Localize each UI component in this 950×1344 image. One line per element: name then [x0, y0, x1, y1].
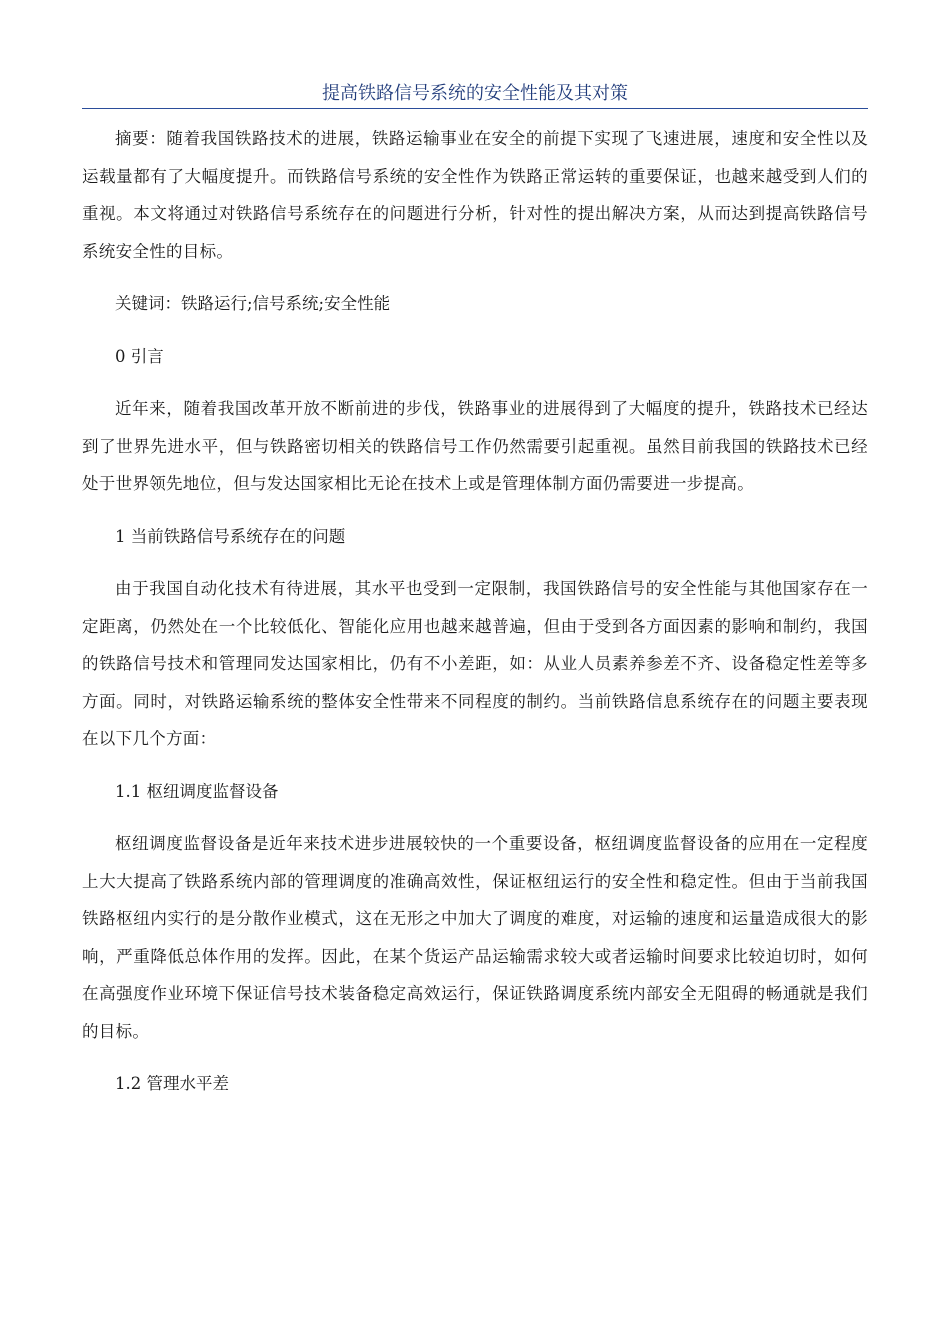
dispatch-equipment-paragraph: 枢纽调度监督设备是近年来技术进步进展较快的一个重要设备，枢纽调度监督设备的应用在一定程度上大大提高了铁路系统内部的管理调度的准确高效性，保证枢纽运行的安全性和稳定性。但由于当前我国铁路枢纽内实行的是分散作业模式，这在无形之中加大了调度的难度，对运输的速度和运量造成很大的影响，严重降低总体作用的发挥。因此，在某个货运产品运输需求较大或者运输时间要求比较迫切时，如何在高强度作业环境下保证信号技术装备稳定高效运行，保证铁路调度系统内部安全无阻碍的畅通就是我们的目标。	[82, 834, 868, 1041]
abstract-paragraph: 摘要：随着我国铁路技术的进展，铁路运输事业在安全的前提下实现了飞速进展，速度和安全性以及运载量都有了大幅度提升。而铁路信号系统的安全性作为铁路正常运转的重要保证，也越来越受到人们的重视。本文将通过对铁路信号系统存在的问题进行分析，针对性的提出解决方案，从而达到提高铁路信号系统安全性的目标。	[82, 129, 868, 261]
document-title: 提高铁路信号系统的安全性能及其对策	[322, 83, 628, 104]
section-heading-introduction: 0 引言	[115, 346, 164, 366]
subsection-heading-dispatch-equipment: 1.1 枢纽调度监督设备	[115, 781, 279, 801]
title-divider	[82, 108, 868, 109]
document-body	[82, 120, 868, 1103]
problems-paragraph: 由于我国自动化技术有待进展，其水平也受到一定限制，我国铁路信号的安全性能与其他国家存在一定距离，仍然处在一个比较低化、智能化应用也越来越普遍，但由于受到各方面因素的影响和制约，我国的铁路信号技术和管理同发达国家相比，仍有不小差距，如：从业人员素养参差不齐、设备稳定性差等多方面。同时，对铁路运输系统的整体安全性带来不同程度的制约。当前铁路信息系统存在的问题主要表现在以下几个方面：	[82, 579, 868, 748]
keywords-line: 关键词：铁路运行;信号系统;安全性能	[115, 294, 391, 313]
introduction-paragraph: 近年来，随着我国改革开放不断前进的步伐，铁路事业的进展得到了大幅度的提升，铁路技术已经达到了世界先进水平，但与铁路密切相关的铁路信号工作仍然需要引起重视。虽然目前我国的铁路技术已经处于世界领先地位，但与发达国家相比无论在技术上或是管理体制方面仍需要进一步提高。	[82, 399, 868, 493]
subsection-heading-management: 1.2 管理水平差	[115, 1074, 229, 1093]
section-heading-problems: 1 当前铁路信号系统存在的问题	[115, 526, 346, 546]
